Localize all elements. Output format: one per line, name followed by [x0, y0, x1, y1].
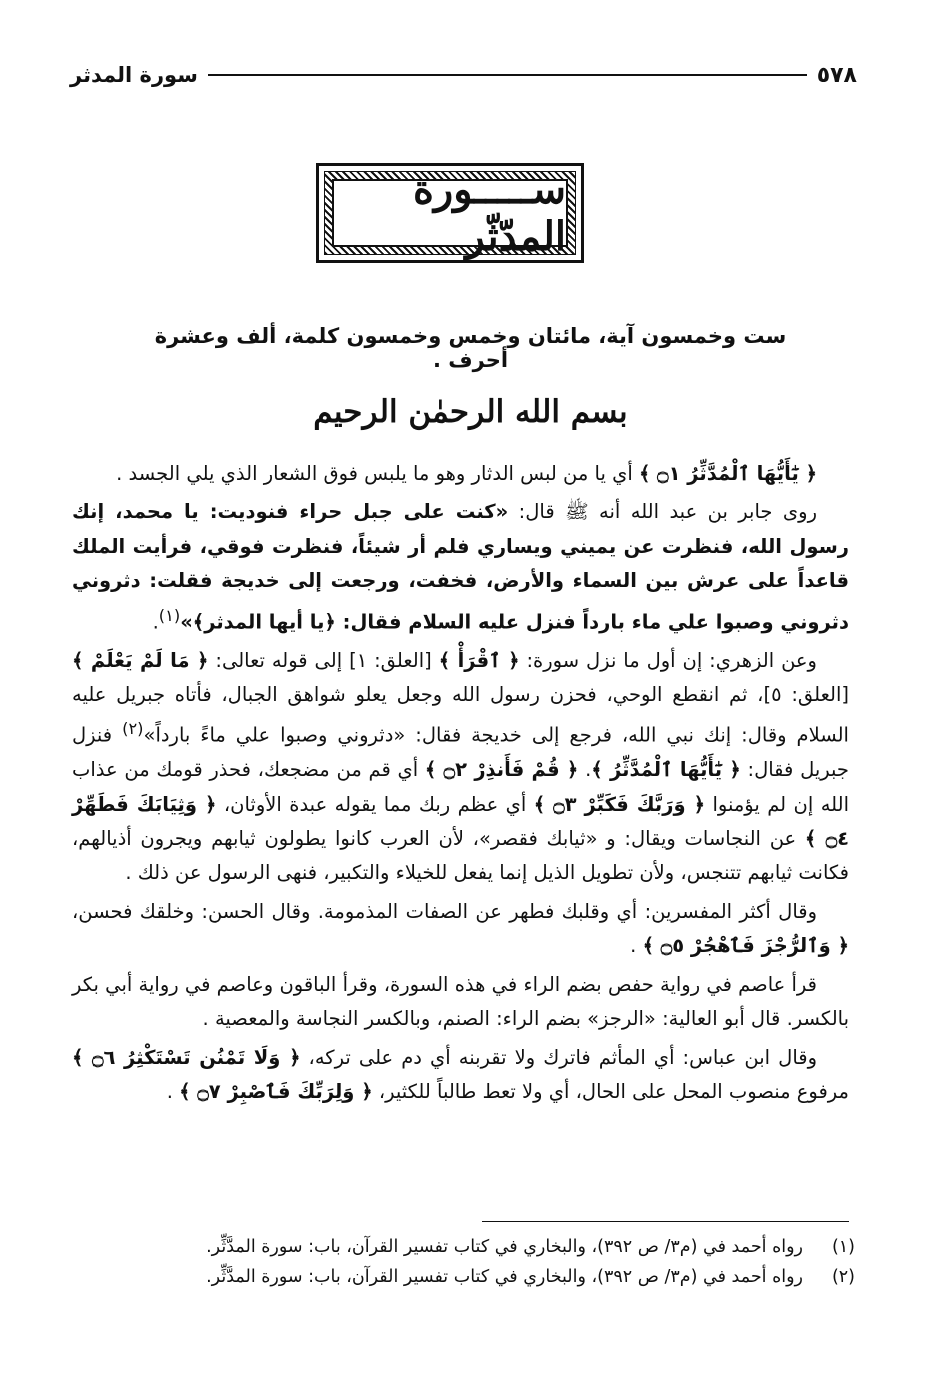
footnote-text: رواه أحمد في (م٣/ ص ٣٩٢)، والبخاري في كتاب تفسير القرآن، باب: سورة المدَّثِّر.: [206, 1237, 803, 1257]
footnote-marker: (٢): [122, 719, 144, 739]
text-span: وعن الزهري: إن أول ما نزل سورة:: [519, 648, 817, 672]
footnote-item: [72, 1232, 855, 1262]
text-span: .: [630, 934, 643, 958]
text-span: روى جابر بن عبد الله أنه ﷺ قال:: [508, 500, 817, 524]
paragraph-4: [72, 895, 849, 964]
surah-title-frame: [316, 163, 584, 263]
footnote-text: رواه أحمد في (م٣/ ص ٣٩٢)، والبخاري في كتاب تفسير القرآن، باب: سورة المدَّثِّر.: [206, 1267, 803, 1287]
text-span: وقال ابن عباس: أي المأثم فاترك ولا تقربنه أي دم على تركه،: [300, 1045, 818, 1069]
page-number: ٥٧٨: [816, 62, 857, 88]
quran-verse: ﴿ وَلَا تَمْنُن تَسْتَكْثِرُ ۝٦ ﴾: [72, 1045, 301, 1069]
surah-intro: ست وخمسون آية، مائتان وخمس وخمسون كلمة، ألف وعشرة أحرف .: [154, 324, 787, 372]
quran-verse: ﴿ ٱقْرَأْ ﴾: [438, 648, 520, 672]
verse-reference: [العلق: ٥]: [763, 682, 849, 706]
ornamental-border: [324, 166, 576, 260]
quran-verse: ﴿ وَلِرَبِّكَ فَٱصْبِرْ ۝٧ ﴾: [179, 1079, 373, 1103]
text-span: .: [578, 758, 592, 782]
commentary-body: [72, 457, 849, 1113]
running-title: سورة المدثر: [70, 63, 198, 87]
text-span: أي قم من مضجعك، فحذر قومك من عذاب الله إن لم يؤمنوا: [72, 758, 849, 816]
text-span: ، ثم انقطع الوحي، فحزن رسول الله وجعل يعلو شواهق الجبال، فأتاه جبريل عليه السلام وقال: إنك نبي الله، فرجع إلى خديجة فقال: «دثروني وصبوا علي ماءً بارداً»: [72, 682, 849, 747]
footnote-marker: (١): [158, 605, 181, 625]
text-span: وقال أكثر المفسرين: أي وقلبك فطهر عن الصفات المذمومة. وقال الحسن: وخلقك فحسن،: [72, 899, 817, 923]
quran-verse: ﴿ مَا لَمْ يَعْلَمْ ﴾: [72, 648, 209, 672]
quran-verse: ﴿ وَٱلرُّجْزَ فَٱهْجُرْ ۝٥ ﴾: [642, 934, 849, 958]
text-span: مرفوع منصوب المحل على الحال، أي ولا تعط طالباً للكثير،: [372, 1079, 849, 1103]
paragraph-3: [72, 644, 849, 891]
footnotes: [72, 1232, 855, 1292]
quran-verse: ﴿ وَرَبَّكَ فَكَبِّرْ ۝٣ ﴾: [533, 792, 706, 816]
text-span: .: [166, 1079, 180, 1103]
text-span: إلى قوله تعالى:: [208, 648, 343, 672]
quran-verse: ﴿ وَثِيَابَكَ فَطَهِّرْ ۝٤ ﴾: [72, 792, 850, 851]
running-header: [70, 58, 857, 92]
text-span: أي يا من لبس الدثار وهو ما يلبس فوق الشعار الذي يلي الجسد .: [116, 462, 639, 485]
paragraph-5: [72, 968, 849, 1037]
header-rule: [208, 74, 807, 76]
surah-title: ســـــورة المدّثّر: [412, 166, 566, 260]
text-span: أي عظم ربك مما يقوله عبدة الأوثان،: [216, 792, 534, 816]
footnote-separator: [482, 1221, 849, 1222]
footnote-item: [72, 1262, 855, 1292]
footnote-number: (١): [831, 1237, 855, 1257]
basmala: بسم الله الرحمٰن الرحيم: [313, 394, 628, 430]
text-span: فنزل جبريل فقال:: [72, 723, 849, 782]
quran-verse: ﴿ قُمْ فَأَنذِرْ ۝٢ ﴾: [424, 758, 579, 782]
hadith-quote: «كنت على جبل حراء فنوديت: يا محمد، إنك رسول الله، فنظرت عن يميني ويساري فلم أر شيئاً، فنظرت فوقي، فرأيت الملك قاعداً على عرش بين السماء والأرض، فخفت، ورجعت إلى خديجة فقلت: دثروني دثروني وصبوا علي ماء بارداً فنزل عليه السلام فقال: ﴿يا أيها المدثر﴾»: [72, 500, 849, 634]
paragraph-6: [72, 1041, 849, 1110]
paragraph-1: [72, 457, 849, 491]
footnote-number: (٢): [831, 1267, 855, 1287]
quran-verse: ﴿ يَٰٓأَيُّهَا ٱلْمُدَّثِّرُ ﴾: [591, 758, 741, 782]
verse-reference: [العلق: ١]: [342, 648, 439, 672]
text-span: .: [152, 610, 159, 634]
text-span: قرأ عاصم في رواية حفص بضم الراء في هذه السورة، وقرأ الباقون وعاصم في رواية أبي بكر بالكسر. قال أبو العالية: «الرجز» بضم الراء: الصنم، وبالكسر النجاسة والمعصية .: [72, 972, 849, 1031]
quran-verse: ﴿ يَٰٓأَيُّهَا ٱلْمُدَّثِّرُ ۝١ ﴾: [638, 462, 817, 485]
paragraph-2: [72, 495, 849, 639]
text-span: عن النجاسات ويقال: و «ثيابك فقصر»، لأن العرب كانوا يطولون ثيابهم ويجرون أذيالهم، فكانت ثيابهم تتنجس، ولأن تطويل الذيل إنما يفعل للخيلاء والتكبير، فنهى الرسول عن ذلك .: [72, 827, 849, 885]
surah-title-box: [332, 166, 568, 260]
